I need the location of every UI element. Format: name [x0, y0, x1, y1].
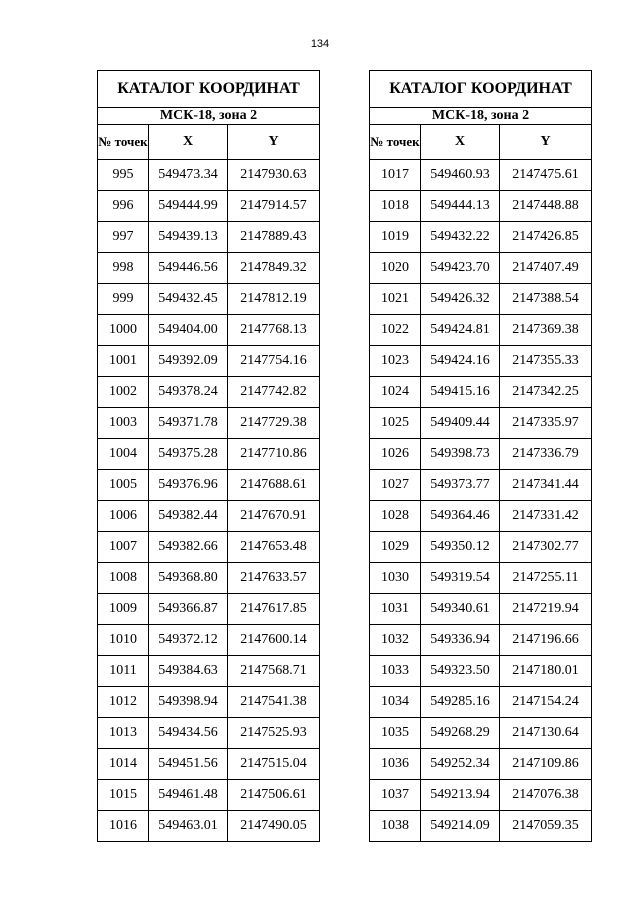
y-coordinate-cell: 2147388.54	[500, 284, 592, 315]
x-coordinate-cell: 549371.78	[149, 408, 228, 439]
y-coordinate-cell: 2147130.64	[500, 718, 592, 749]
point-number-cell: 1012	[98, 687, 149, 718]
table-row	[98, 625, 320, 656]
point-number-cell: 1000	[98, 315, 149, 346]
x-coordinate-cell: 549350.12	[421, 532, 500, 563]
x-coordinate-cell: 549444.13	[421, 191, 500, 222]
x-coordinate-cell: 549461.48	[149, 780, 228, 811]
y-coordinate-cell: 2147255.11	[500, 563, 592, 594]
coordinate-system-label: МСК-18, зона 2	[98, 108, 320, 125]
table-row	[370, 470, 592, 501]
table-row	[370, 811, 592, 842]
point-number-cell: 1016	[98, 811, 149, 842]
point-number-cell: 1021	[370, 284, 421, 315]
point-number-cell: 996	[98, 191, 149, 222]
table-row	[370, 780, 592, 811]
table-row	[370, 749, 592, 780]
table-row	[98, 470, 320, 501]
x-coordinate-cell: 549463.01	[149, 811, 228, 842]
x-coordinate-cell: 549268.29	[421, 718, 500, 749]
table-row	[98, 718, 320, 749]
y-coordinate-cell: 2147849.32	[228, 253, 320, 284]
table-row	[370, 718, 592, 749]
y-coordinate-cell: 2147109.86	[500, 749, 592, 780]
coordinate-catalog-table-left	[97, 70, 320, 842]
table-row	[98, 408, 320, 439]
point-number-cell: 1010	[98, 625, 149, 656]
point-number-cell: 1031	[370, 594, 421, 625]
x-coordinate-cell: 549384.63	[149, 656, 228, 687]
table-row	[98, 346, 320, 377]
y-coordinate-cell: 2147633.57	[228, 563, 320, 594]
point-number-cell: 1002	[98, 377, 149, 408]
point-number-cell: 1025	[370, 408, 421, 439]
coordinate-system-label: МСК-18, зона 2	[370, 108, 592, 125]
y-coordinate-cell: 2147889.43	[228, 222, 320, 253]
point-number-cell: 998	[98, 253, 149, 284]
table-row	[370, 315, 592, 346]
y-coordinate-cell: 2147812.19	[228, 284, 320, 315]
y-coordinate-cell: 2147331.42	[500, 501, 592, 532]
x-coordinate-cell: 549340.61	[421, 594, 500, 625]
table-row	[370, 656, 592, 687]
point-number-header: № точек	[98, 125, 149, 160]
y-coordinate-cell: 2147076.38	[500, 780, 592, 811]
table-row	[370, 563, 592, 594]
y-coordinate-cell: 2147515.04	[228, 749, 320, 780]
x-coordinate-cell: 549373.77	[421, 470, 500, 501]
point-number-cell: 1007	[98, 532, 149, 563]
y-coordinate-cell: 2147653.48	[228, 532, 320, 563]
table-row	[370, 284, 592, 315]
x-coordinate-cell: 549252.34	[421, 749, 500, 780]
x-coordinate-cell: 549404.00	[149, 315, 228, 346]
table-row	[98, 377, 320, 408]
x-coordinate-cell: 549398.94	[149, 687, 228, 718]
y-coordinate-cell: 2147688.61	[228, 470, 320, 501]
table-row	[370, 377, 592, 408]
x-coordinate-cell: 549446.56	[149, 253, 228, 284]
table-row	[98, 811, 320, 842]
table-row	[370, 501, 592, 532]
y-coordinate-cell: 2147336.79	[500, 439, 592, 470]
point-number-cell: 999	[98, 284, 149, 315]
x-coordinate-cell: 549368.80	[149, 563, 228, 594]
x-coordinate-cell: 549432.22	[421, 222, 500, 253]
table-row	[98, 687, 320, 718]
point-number-cell: 1030	[370, 563, 421, 594]
x-coordinate-cell: 549214.09	[421, 811, 500, 842]
x-coordinate-cell: 549423.70	[421, 253, 500, 284]
point-number-cell: 1011	[98, 656, 149, 687]
point-number-cell: 1018	[370, 191, 421, 222]
y-coordinate-cell: 2147475.61	[500, 160, 592, 191]
point-number-cell: 1027	[370, 470, 421, 501]
table-row	[98, 594, 320, 625]
table-row	[98, 191, 320, 222]
y-coordinate-cell: 2147490.05	[228, 811, 320, 842]
table-row	[98, 439, 320, 470]
point-number-cell: 1038	[370, 811, 421, 842]
point-number-cell: 1001	[98, 346, 149, 377]
point-number-cell: 1017	[370, 160, 421, 191]
x-coordinate-cell: 549366.87	[149, 594, 228, 625]
y-coordinate-cell: 2147196.66	[500, 625, 592, 656]
x-coordinate-cell: 549375.28	[149, 439, 228, 470]
x-coordinate-cell: 549285.16	[421, 687, 500, 718]
point-number-cell: 1033	[370, 656, 421, 687]
y-coordinate-cell: 2147914.57	[228, 191, 320, 222]
y-coordinate-cell: 2147525.93	[228, 718, 320, 749]
table-row	[98, 253, 320, 284]
y-coordinate-cell: 2147930.63	[228, 160, 320, 191]
y-coordinate-cell: 2147426.85	[500, 222, 592, 253]
point-number-cell: 997	[98, 222, 149, 253]
point-number-cell: 1037	[370, 780, 421, 811]
x-coordinate-cell: 549434.56	[149, 718, 228, 749]
point-number-cell: 1026	[370, 439, 421, 470]
x-coordinate-cell: 549426.32	[421, 284, 500, 315]
y-coordinate-cell: 2147219.94	[500, 594, 592, 625]
x-header: X	[149, 125, 228, 160]
x-coordinate-cell: 549424.16	[421, 346, 500, 377]
catalog-title: КАТАЛОГ КООРДИНАТ	[370, 71, 592, 108]
table-row	[98, 563, 320, 594]
table-row	[370, 253, 592, 284]
y-coordinate-cell: 2147541.38	[228, 687, 320, 718]
point-number-cell: 1004	[98, 439, 149, 470]
point-number-header: № точек	[370, 125, 421, 160]
y-coordinate-cell: 2147355.33	[500, 346, 592, 377]
point-number-cell: 1032	[370, 625, 421, 656]
x-coordinate-cell: 549336.94	[421, 625, 500, 656]
x-coordinate-cell: 549439.13	[149, 222, 228, 253]
point-number-cell: 995	[98, 160, 149, 191]
y-header: Y	[500, 125, 592, 160]
x-coordinate-cell: 549382.44	[149, 501, 228, 532]
point-number-cell: 1024	[370, 377, 421, 408]
point-number-cell: 1036	[370, 749, 421, 780]
table-row	[98, 656, 320, 687]
table-row	[370, 532, 592, 563]
y-coordinate-cell: 2147342.25	[500, 377, 592, 408]
x-coordinate-cell: 549364.46	[421, 501, 500, 532]
point-number-cell: 1008	[98, 563, 149, 594]
table-row	[98, 315, 320, 346]
point-number-cell: 1005	[98, 470, 149, 501]
x-header: X	[421, 125, 500, 160]
page-number: 134	[310, 38, 330, 50]
point-number-cell: 1028	[370, 501, 421, 532]
y-coordinate-cell: 2147059.35	[500, 811, 592, 842]
y-coordinate-cell: 2147710.86	[228, 439, 320, 470]
table-row	[370, 408, 592, 439]
table-row	[98, 780, 320, 811]
table-row	[98, 284, 320, 315]
y-coordinate-cell: 2147600.14	[228, 625, 320, 656]
table-row	[370, 346, 592, 377]
table-row	[370, 439, 592, 470]
x-coordinate-cell: 549372.12	[149, 625, 228, 656]
table-row	[370, 687, 592, 718]
point-number-cell: 1014	[98, 749, 149, 780]
x-coordinate-cell: 549376.96	[149, 470, 228, 501]
table-row	[370, 625, 592, 656]
table-row	[370, 191, 592, 222]
y-coordinate-cell: 2147448.88	[500, 191, 592, 222]
y-coordinate-cell: 2147407.49	[500, 253, 592, 284]
x-coordinate-cell: 549392.09	[149, 346, 228, 377]
x-coordinate-cell: 549432.45	[149, 284, 228, 315]
catalog-title: КАТАЛОГ КООРДИНАТ	[98, 71, 320, 108]
point-number-cell: 1022	[370, 315, 421, 346]
coordinate-catalog-table-right	[369, 70, 592, 842]
y-coordinate-cell: 2147568.71	[228, 656, 320, 687]
y-coordinate-cell: 2147302.77	[500, 532, 592, 563]
x-coordinate-cell: 549319.54	[421, 563, 500, 594]
x-coordinate-cell: 549409.44	[421, 408, 500, 439]
y-coordinate-cell: 2147768.13	[228, 315, 320, 346]
table-row	[98, 222, 320, 253]
point-number-cell: 1020	[370, 253, 421, 284]
x-coordinate-cell: 549378.24	[149, 377, 228, 408]
table-row	[98, 160, 320, 191]
point-number-cell: 1034	[370, 687, 421, 718]
table-row	[370, 160, 592, 191]
y-coordinate-cell: 2147729.38	[228, 408, 320, 439]
point-number-cell: 1029	[370, 532, 421, 563]
x-coordinate-cell: 549460.93	[421, 160, 500, 191]
x-coordinate-cell: 549473.34	[149, 160, 228, 191]
table-body	[370, 160, 592, 842]
x-coordinate-cell: 549424.81	[421, 315, 500, 346]
point-number-cell: 1035	[370, 718, 421, 749]
x-coordinate-cell: 549398.73	[421, 439, 500, 470]
table-row	[98, 749, 320, 780]
y-coordinate-cell: 2147369.38	[500, 315, 592, 346]
y-coordinate-cell: 2147754.16	[228, 346, 320, 377]
table-body	[98, 160, 320, 842]
table-row	[98, 501, 320, 532]
point-number-cell: 1009	[98, 594, 149, 625]
point-number-cell: 1019	[370, 222, 421, 253]
point-number-cell: 1003	[98, 408, 149, 439]
y-coordinate-cell: 2147154.24	[500, 687, 592, 718]
x-coordinate-cell: 549415.16	[421, 377, 500, 408]
y-coordinate-cell: 2147742.82	[228, 377, 320, 408]
point-number-cell: 1013	[98, 718, 149, 749]
y-header: Y	[228, 125, 320, 160]
x-coordinate-cell: 549444.99	[149, 191, 228, 222]
x-coordinate-cell: 549451.56	[149, 749, 228, 780]
y-coordinate-cell: 2147180.01	[500, 656, 592, 687]
x-coordinate-cell: 549323.50	[421, 656, 500, 687]
point-number-cell: 1006	[98, 501, 149, 532]
y-coordinate-cell: 2147341.44	[500, 470, 592, 501]
point-number-cell: 1023	[370, 346, 421, 377]
table-row	[370, 222, 592, 253]
y-coordinate-cell: 2147335.97	[500, 408, 592, 439]
y-coordinate-cell: 2147617.85	[228, 594, 320, 625]
y-coordinate-cell: 2147506.61	[228, 780, 320, 811]
point-number-cell: 1015	[98, 780, 149, 811]
x-coordinate-cell: 549382.66	[149, 532, 228, 563]
table-row	[98, 532, 320, 563]
x-coordinate-cell: 549213.94	[421, 780, 500, 811]
table-row	[370, 594, 592, 625]
y-coordinate-cell: 2147670.91	[228, 501, 320, 532]
